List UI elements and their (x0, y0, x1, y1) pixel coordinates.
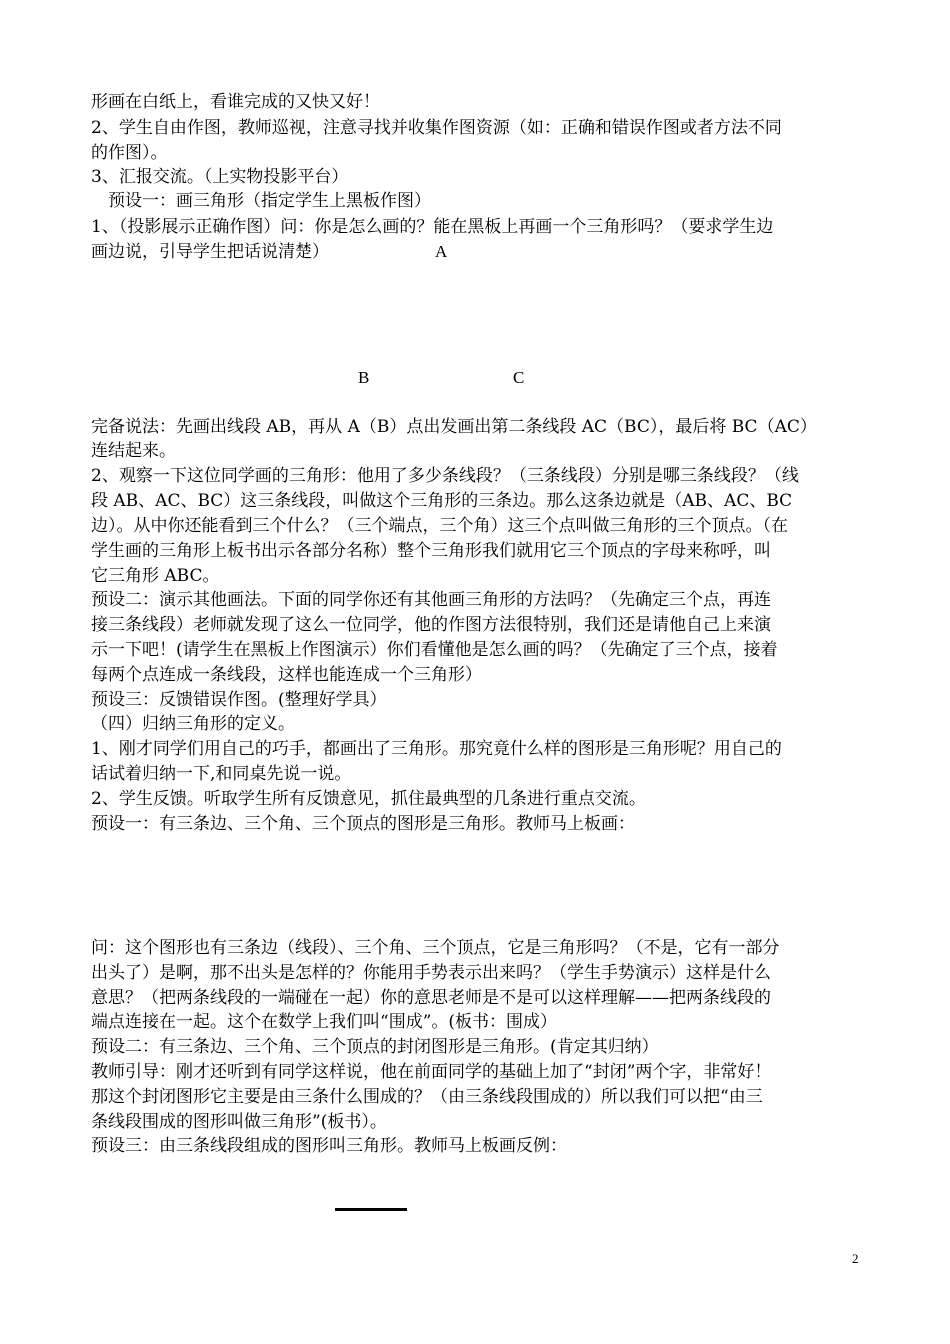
text-line: 那这个封闭图形它主要是由三条什么围成的？（由三条线段围成的）所以我们可以把“由三 (91, 1087, 763, 1107)
text-line: 预设三：反馈错误作图。(整理好学具） (91, 690, 387, 710)
text-line: 边）。从中你还能看到三个什么？（三个端点，三个角）这三个点叫做三角形的三个顶点。（在 (91, 516, 788, 536)
text-line: 1、刚才同学们用自己的巧手，都画出了三角形。那究竟什么样的图形是三角形呢？用自己的 (91, 739, 782, 759)
text-line: 的作图）。 (91, 143, 168, 163)
text-line: 学生画的三角形上板书出示各部分名称）整个三角形我们就用它三个顶点的字母来称呼，叫 (91, 541, 771, 561)
text-line: 接三条线段）老师就发现了这么一位同学，他的作图方法很特别，我们还是请他自己上来演 (91, 615, 771, 635)
text-line: 画边说，引导学生把话说清楚） (91, 242, 329, 262)
text-line: 预设一：有三条边、三个角、三个顶点的图形是三角形。教师马上板画： (91, 814, 635, 834)
text-line: 完备说法：先画出线段 AB，再从 A（B）点出发画出第二条线段 AC（BC），最后将 BC（AC） (91, 417, 817, 437)
text-line: （四）归纳三角形的定义。 (91, 714, 295, 734)
text-line: 示一下吧！(请学生在黑板上作图演示）你们看懂他是怎么画的吗？（先确定了三个点，接着 (91, 640, 778, 660)
text-line: 端点连接在一起。这个在数学上我们叫“围成”。(板书：围成） (91, 1012, 558, 1032)
text-line: 2、学生自由作图，教师巡视，注意寻找并收集作图资源（如：正确和错误作图或者方法不同 (91, 118, 782, 138)
text-line: 意思？（把两条线段的一端碰在一起）你的意思老师是不是可以这样理解——把两条线段的 (91, 988, 771, 1008)
text-line: 2、观察一下这位同学画的三角形：他用了多少条线段？（三条线段）分别是哪三条线段？（线 (91, 466, 799, 486)
text-line: 条线段围成的图形叫做三角形”(板书）。 (91, 1112, 387, 1132)
text-line: 形画在白纸上，看谁完成的又快又好！ (91, 92, 380, 112)
text-line: 话试着归纳一下,和同桌先说一说。 (91, 764, 352, 784)
text-line: 它三角形 ABC。 (91, 566, 220, 586)
text-line: 预设三：由三条线段组成的图形叫三角形。教师马上板画反例： (91, 1136, 567, 1156)
page-number: 2 (852, 1251, 859, 1266)
text-line: 预设一：画三角形（指定学生上黑板作图） (91, 191, 431, 211)
text-line: 预设二：演示其他画法。下面的同学你还有其他画三角形的方法吗？（先确定三个点，再连 (91, 590, 771, 610)
text-line: 2、学生反馈。听取学生所有反馈意见，抓住最典型的几条进行重点交流。 (91, 789, 646, 809)
text-line: 1、（投影展示正确作图）问：你是怎么画的？能在黑板上再画一个三角形吗？（要求学生边 (91, 217, 774, 237)
text-line: 段 AB、AC、BC）这三条线段，叫做这个三角形的三条边。那么这条边就是（AB、AC、BC (91, 491, 793, 511)
text-line: 预设二：有三条边、三个角、三个顶点的封闭图形是三角形。(肯定其归纳） (91, 1037, 659, 1057)
text-line: 教师引导：刚才还听到有同学这样说，他在前面同学的基础上加了“封闭”两个字，非常好！ (91, 1062, 772, 1082)
triangle-vertex-label-a: A (435, 242, 448, 261)
text-line: 问：这个图形也有三条边（线段）、三个角、三个顶点，它是三角形吗？（不是，它有一部分 (91, 938, 780, 958)
text-line: 3、汇报交流。（上实物投影平台） (91, 167, 349, 187)
text-line: 连结起来。 (91, 441, 176, 461)
triangle-vertex-label-b: B (358, 368, 370, 387)
triangle-vertex-label-c: C (513, 368, 525, 387)
text-line: 每两个点连成一条线段，这样也能连成一个三角形） (91, 665, 482, 685)
line-segment-figure (335, 1208, 407, 1211)
text-line: 出头了）是啊，那不出头是怎样的？你能用手势表示出来吗？（学生手势演示）这样是什么 (91, 963, 771, 983)
